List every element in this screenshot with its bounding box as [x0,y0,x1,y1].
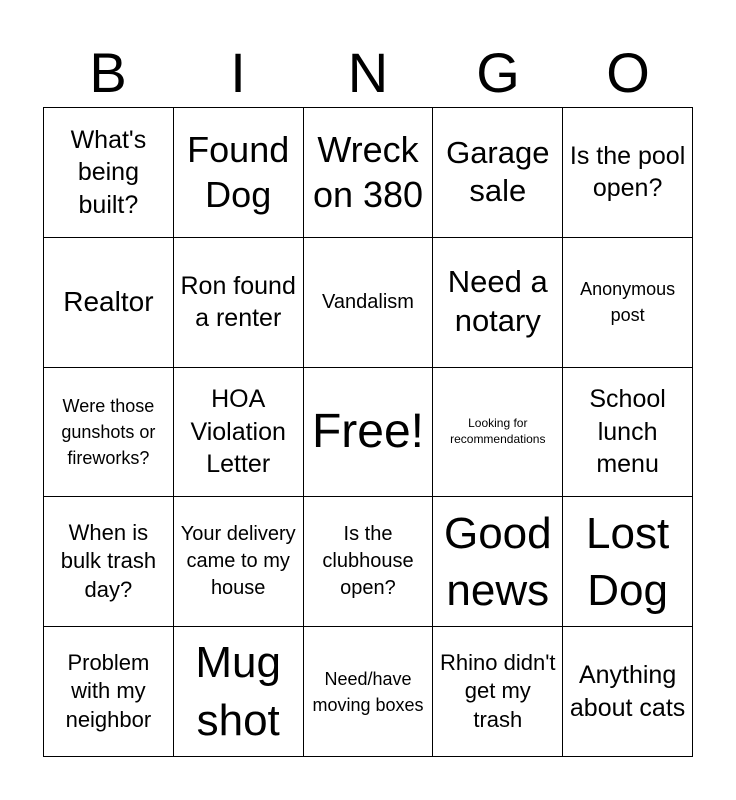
bingo-cell[interactable]: Wreck on 380 [304,108,434,238]
bingo-cell[interactable]: Need/have moving boxes [304,627,434,757]
bingo-cell[interactable]: HOA Violation Letter [174,368,304,498]
bingo-cell[interactable]: Need a notary [433,238,563,368]
bingo-cell[interactable]: Rhino didn't get my trash [433,627,563,757]
bingo-cell[interactable]: Is the pool open? [563,108,693,238]
bingo-cell[interactable]: Your delivery came to my house [174,497,304,627]
bingo-cell[interactable]: Mug shot [174,627,304,757]
header-letter-o: O [606,41,650,104]
header-letter-i: I [230,41,246,104]
bingo-cell[interactable]: Garage sale [433,108,563,238]
bingo-cell[interactable]: Ron found a renter [174,238,304,368]
bingo-header [43,38,693,108]
bingo-cell[interactable]: Realtor [44,238,174,368]
bingo-cell[interactable]: Were those gunshots or fireworks? [44,368,174,498]
header-letter-b: B [89,41,127,104]
bingo-cell[interactable]: School lunch menu [563,368,693,498]
bingo-cell[interactable]: Lost Dog [563,497,693,627]
bingo-card [43,107,693,757]
bingo-cell[interactable]: Vandalism [304,238,434,368]
bingo-cell[interactable]: Is the clubhouse open? [304,497,434,627]
bingo-cell[interactable]: Good news [433,497,563,627]
bingo-cell[interactable]: Looking for recommendations [433,368,563,498]
header-letter-g: G [476,41,520,104]
header-letter-n: N [347,41,389,104]
bingo-cell[interactable]: What's being built? [44,108,174,238]
bingo-cell[interactable]: Anonymous post [563,238,693,368]
bingo-cell[interactable]: Anything about cats [563,627,693,757]
bingo-cell[interactable]: Found Dog [174,108,304,238]
free-space[interactable]: Free! [304,368,434,498]
bingo-cell[interactable]: Problem with my neighbor [44,627,174,757]
bingo-cell[interactable]: When is bulk trash day? [44,497,174,627]
